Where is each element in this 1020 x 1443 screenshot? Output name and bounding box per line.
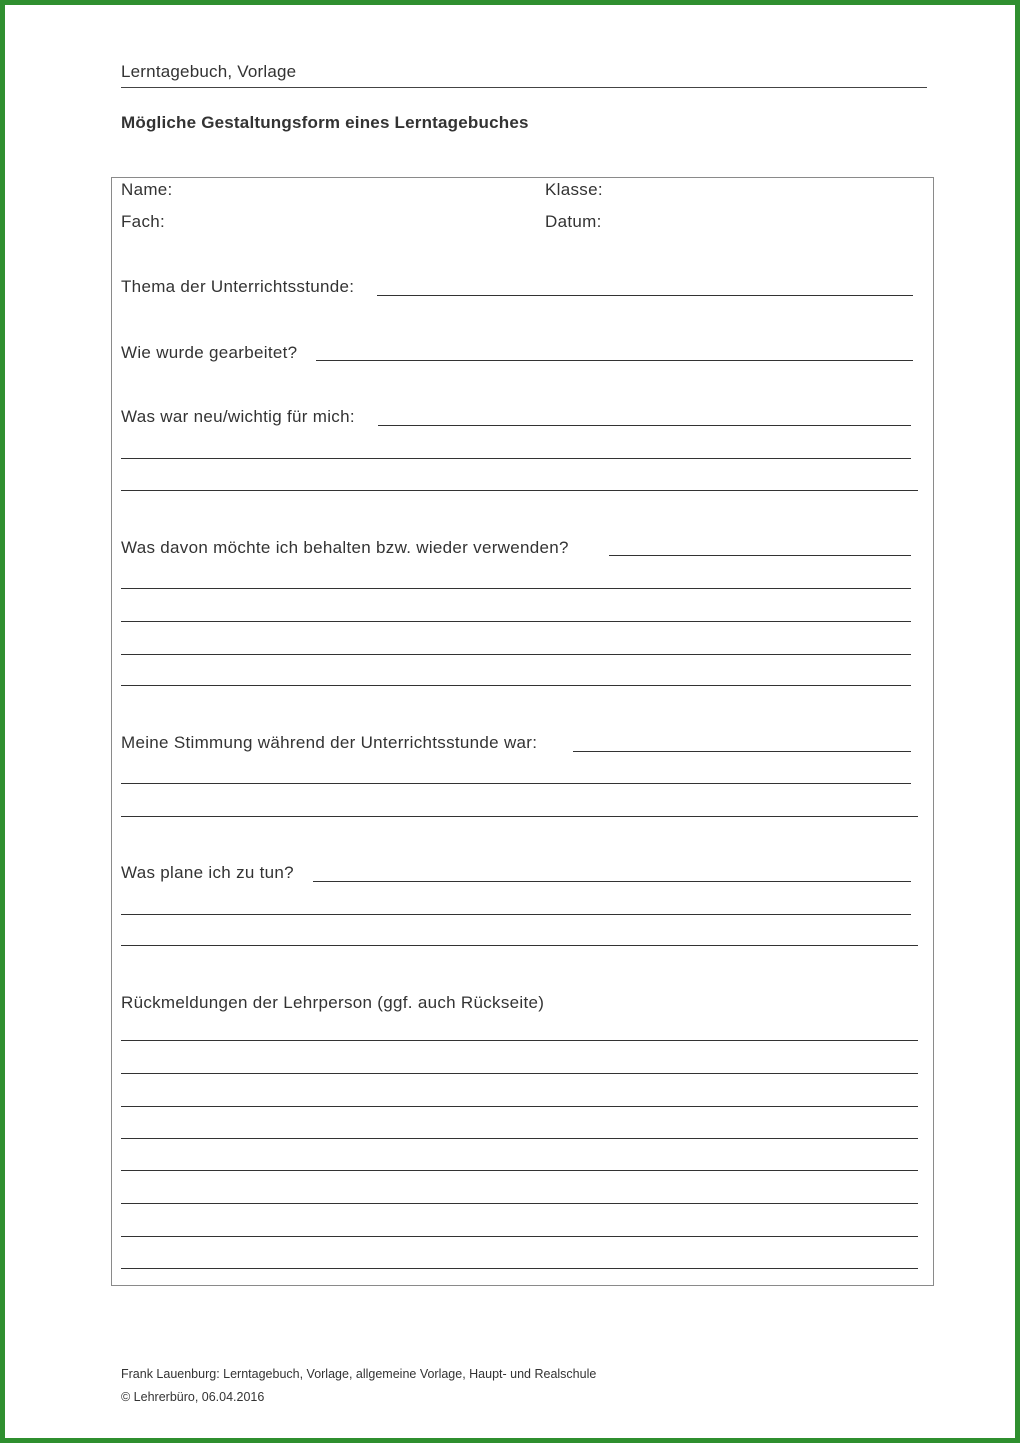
rueckmeldung-answer-line-3[interactable] <box>121 1106 918 1107</box>
behalten-answer-line-1[interactable] <box>609 555 911 556</box>
thema-label: Thema der Unterrichtsstunde: <box>121 277 355 296</box>
stimmung-answer-line-1[interactable] <box>573 751 911 752</box>
klasse-label: Klasse: <box>545 180 603 199</box>
document-subtitle: Mögliche Gestaltungsform eines Lerntagebuches <box>121 113 529 132</box>
behalten-answer-line-5[interactable] <box>121 685 911 686</box>
footer-credit: Frank Lauenburg: Lerntagebuch, Vorlage, allgemeine Vorlage, Haupt- und Realschule <box>121 1367 597 1381</box>
thema-answer-line[interactable] <box>377 295 913 296</box>
plane-answer-line-2[interactable] <box>121 914 911 915</box>
plane-answer-line-1[interactable] <box>313 881 911 882</box>
footer-copyright: © Lehrerbüro, 06.04.2016 <box>121 1390 265 1404</box>
rueckmeldung-answer-line-5[interactable] <box>121 1170 918 1171</box>
rueckmeldung-answer-line-7[interactable] <box>121 1236 918 1237</box>
rueckmeldung-label: Rückmeldungen der Lehrperson (ggf. auch Rückseite) <box>121 993 545 1012</box>
neu-answer-line-3[interactable] <box>121 490 918 491</box>
name-label: Name: <box>121 180 173 199</box>
behalten-answer-line-2[interactable] <box>121 588 911 589</box>
datum-label: Datum: <box>545 212 602 231</box>
plane-answer-line-3[interactable] <box>121 945 918 946</box>
rueckmeldung-answer-line-2[interactable] <box>121 1073 918 1074</box>
wie-answer-line[interactable] <box>316 360 913 361</box>
stimmung-label: Meine Stimmung während der Unterrichtsstunde war: <box>121 733 538 752</box>
rueckmeldung-answer-line-6[interactable] <box>121 1203 918 1204</box>
plane-label: Was plane ich zu tun? <box>121 863 294 882</box>
stimmung-answer-line-2[interactable] <box>121 783 911 784</box>
behalten-label: Was davon möchte ich behalten bzw. wieder verwenden? <box>121 538 569 557</box>
neu-answer-line-1[interactable] <box>378 425 911 426</box>
wie-label: Wie wurde gearbeitet? <box>121 343 298 362</box>
header-title: Lerntagebuch, Vorlage <box>121 62 297 81</box>
rueckmeldung-answer-line-1[interactable] <box>121 1040 918 1041</box>
neu-answer-line-2[interactable] <box>121 458 911 459</box>
header-rule <box>121 87 927 88</box>
neu-label: Was war neu/wichtig für mich: <box>121 407 355 426</box>
stimmung-answer-line-3[interactable] <box>121 816 918 817</box>
document-page <box>5 5 1015 1438</box>
fach-label: Fach: <box>121 212 166 231</box>
behalten-answer-line-3[interactable] <box>121 621 911 622</box>
rueckmeldung-answer-line-4[interactable] <box>121 1138 918 1139</box>
behalten-answer-line-4[interactable] <box>121 654 911 655</box>
rueckmeldung-answer-line-8[interactable] <box>121 1268 918 1269</box>
